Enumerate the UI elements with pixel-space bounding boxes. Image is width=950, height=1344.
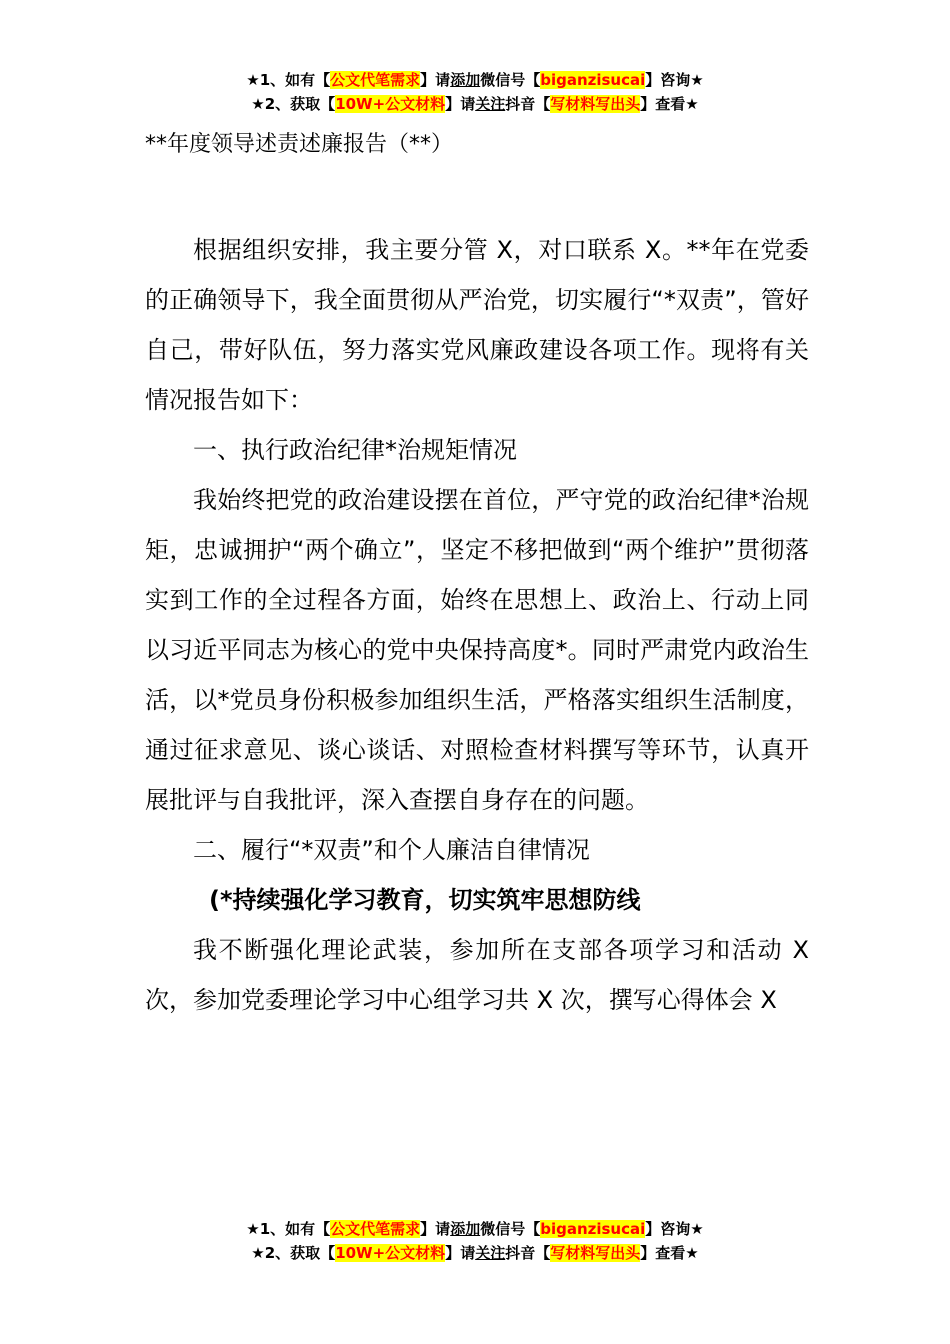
paragraph-intro: 根据组织安排，我主要分管 X，对口联系 X。**年在党委的正确领导下，我全面贯彻从严治党，切实履行“*双责”，管好自己，带好队伍，努力落实党风廉政建设各项工作。现将有关情况报告如下： xyxy=(145,236,809,414)
banner-highlight: 10W+公文材料 xyxy=(335,1244,446,1262)
section-heading-2: 二、履行“*双责”和个人廉洁自律情况 xyxy=(193,836,590,864)
paragraph-section-1: 我始终把党的政治建设摆在首位，严守党的政治纪律*治规矩，忠诚拥护“两个确立”，坚定不移把做到“两个维护”贯彻落实到工作的全过程各方面，始终在思想上、政治上、行动上同以习近平同志为核心的党中央保持高度*。同时严肃党内政治生活，以*党员身份积极参加组织生活，严格落实组织生活制度，通过征求意见、谈心谈话、对照检查材料撰写等环节，认真开展批评与自我批评，深入查摆自身存在的问题。 xyxy=(145,486,809,814)
banner-line-1: ★1、如有【公文代笔需求】请添加微信号【biganzisucai】咨询★ xyxy=(246,71,704,89)
section-heading-1: 一、执行政治纪律*治规矩情况 xyxy=(193,436,517,464)
paragraph-study: 我不断强化理论武装，参加所在支部各项学习和活动 X 次，参加党委理论学习中心组学习共 X 次，撰写心得体会 X xyxy=(145,936,809,1014)
document-title: **年度领导述责述廉报告（**） xyxy=(145,132,454,157)
banner-line-2: ★2、获取【10W+公文材料】请关注抖音【写材料写出头】查看★ xyxy=(251,95,699,113)
banner-highlight: 写材料写出头 xyxy=(550,95,641,113)
top-banner xyxy=(0,68,950,116)
banner-highlight: biganzisucai xyxy=(540,1220,646,1238)
banner-highlight: 公文代笔需求 xyxy=(330,1220,421,1238)
banner-highlight: 10W+公文材料 xyxy=(335,95,446,113)
banner-highlight: 公文代笔需求 xyxy=(330,71,421,89)
banner-highlight: 写材料写出头 xyxy=(550,1244,641,1262)
banner-highlight: biganzisucai xyxy=(540,71,646,89)
subsection-heading: (*持续强化学习教育，切实筑牢思想防线 xyxy=(209,886,641,914)
document-body xyxy=(145,225,809,1025)
banner-line-2: ★2、获取【10W+公文材料】请关注抖音【写材料写出头】查看★ xyxy=(251,1244,699,1262)
bottom-banner xyxy=(0,1217,950,1265)
banner-line-1: ★1、如有【公文代笔需求】请添加微信号【biganzisucai】咨询★ xyxy=(246,1220,704,1238)
